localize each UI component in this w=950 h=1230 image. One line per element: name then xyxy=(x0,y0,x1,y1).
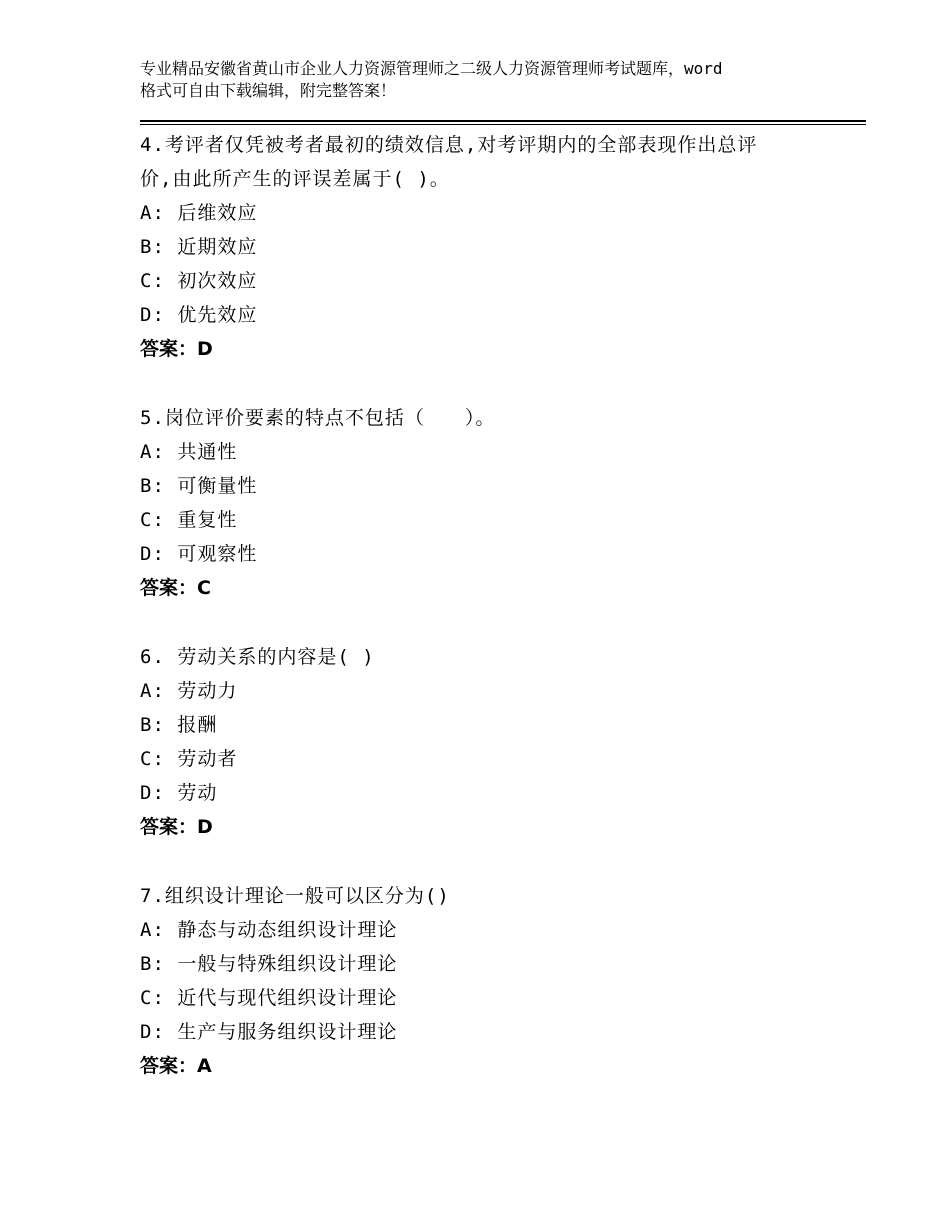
question-text: 6. 劳动关系的内容是( ) xyxy=(140,646,375,668)
question-text-line: 4.考评者仅凭被考者最初的绩效信息,对考评期内的全部表现作出总评 xyxy=(140,134,758,156)
option-c: C: 劳动者 xyxy=(140,748,238,770)
answer: 答案：C xyxy=(140,577,211,599)
question-7 xyxy=(140,879,840,1083)
option-c: C: 近代与现代组织设计理论 xyxy=(140,987,398,1009)
option-a: A: 后维效应 xyxy=(140,202,258,224)
option-d: D: 劳动 xyxy=(140,782,218,804)
option-b: B: 一般与特殊组织设计理论 xyxy=(140,953,398,975)
option-d: D: 可观察性 xyxy=(140,543,258,565)
header-line-2: 格式可自由下载编辑，附完整答案！ xyxy=(140,81,397,100)
question-text-line: 价,由此所产生的评误差属于( )。 xyxy=(140,168,450,190)
header-divider-thick xyxy=(140,120,866,122)
answer: 答案：D xyxy=(140,338,213,360)
option-a: A: 劳动力 xyxy=(140,680,238,702)
question-5 xyxy=(140,401,840,605)
question-text: 5.岗位评价要素的特点不包括（ ）。 xyxy=(140,407,496,429)
answer: 答案：A xyxy=(140,1055,212,1077)
spacer xyxy=(140,366,840,401)
spacer xyxy=(140,844,840,879)
option-a: A: 共通性 xyxy=(140,441,238,463)
question-text: 7.组织设计理论一般可以区分为() xyxy=(140,885,450,907)
option-b: B: 近期效应 xyxy=(140,236,258,258)
option-b: B: 报酬 xyxy=(140,714,218,736)
option-c: C: 重复性 xyxy=(140,509,238,531)
option-a: A: 静态与动态组织设计理论 xyxy=(140,919,398,941)
option-b: B: 可衡量性 xyxy=(140,475,258,497)
question-list xyxy=(140,128,840,1083)
header-line-1: 专业精品安徽省黄山市企业人力资源管理师之二级人力资源管理师考试题库，word xyxy=(140,59,723,78)
header-divider-thin xyxy=(140,124,866,125)
question-6 xyxy=(140,640,840,844)
spacer xyxy=(140,605,840,640)
option-d: D: 生产与服务组织设计理论 xyxy=(140,1021,398,1043)
document-header xyxy=(140,58,840,102)
answer: 答案：D xyxy=(140,816,213,838)
option-c: C: 初次效应 xyxy=(140,270,258,292)
question-4 xyxy=(140,128,840,366)
option-d: D: 优先效应 xyxy=(140,304,258,326)
